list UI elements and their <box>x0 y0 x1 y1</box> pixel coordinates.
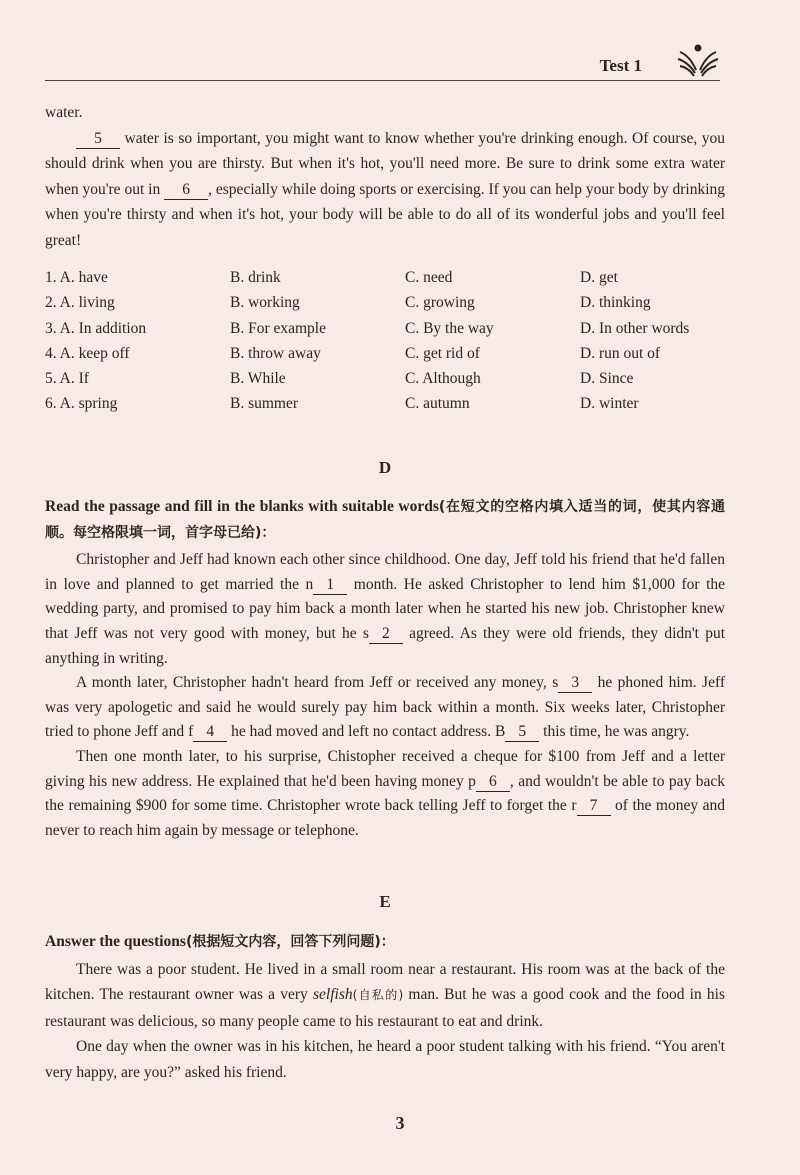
italic-word: selfish <box>312 986 353 1004</box>
instruction-cn: (根据短文内容，回答下列问题)： <box>185 933 395 950</box>
option-row <box>45 391 725 416</box>
page-content <box>45 100 725 1085</box>
text: agreed. As they were old friends, they didn't put anything in writing. <box>45 625 726 667</box>
section-c-passage <box>45 100 725 253</box>
option: D. Since <box>580 370 634 388</box>
text: he had moved and left no contact address. <box>227 723 495 741</box>
option: B. summer <box>230 395 299 413</box>
page-header <box>45 52 720 81</box>
option: B. throw away <box>230 344 321 362</box>
option-row <box>45 265 725 290</box>
paragraph <box>45 1034 725 1085</box>
text: Then one month later, to his surprise, Chistopher received a cheque for $100 from Jeff and a letter giving his new address. He explained that he'd been having money <box>45 748 725 790</box>
text: of the money and never to reach him again by message or telephone. <box>45 797 726 839</box>
blank-number: 7 <box>577 797 611 816</box>
blank-number: 4 <box>193 723 227 742</box>
blank-initial-letter: B <box>494 723 506 741</box>
option-row <box>45 366 725 391</box>
text: water. <box>45 104 83 121</box>
text: One day when the owner was in his kitchen, he heard a poor student talking with his friend. “You aren't very happy, are you?” asked his friend. <box>45 1038 725 1081</box>
option: 6. A. spring <box>45 395 118 413</box>
blank-initial-letter: p <box>468 772 476 790</box>
option: C. By the way <box>405 319 494 337</box>
option: D. In other words <box>580 319 690 337</box>
paragraph <box>45 671 725 745</box>
section-d-passage <box>45 548 725 843</box>
blank-number: 5 <box>505 723 539 742</box>
section-e-instruction <box>45 929 725 955</box>
option: D. run out of <box>580 344 661 362</box>
paragraph <box>45 100 725 126</box>
page-number: 3 <box>395 1113 405 1133</box>
blank-initial-letter: s <box>362 625 369 643</box>
text: Christopher and Jeff had known each other since childhood. One day, Jeff told his friend that he'd fallen in love and planned to get married the <box>45 551 725 593</box>
option: B. While <box>230 370 286 388</box>
blank-number: 1 <box>313 576 347 595</box>
instruction-en: Read the passage and fill in the blanks with suitable words <box>45 498 439 516</box>
blank-initial-letter: f <box>188 723 194 741</box>
option-row <box>45 316 725 341</box>
paragraph <box>45 548 725 671</box>
blank-number: 6 <box>476 773 510 792</box>
option-row <box>45 290 725 315</box>
option: B. For example <box>230 319 326 337</box>
option: C. need <box>405 269 453 286</box>
instruction-en: Answer the questions <box>45 932 186 950</box>
option: C. autumn <box>405 395 470 413</box>
option: D. get <box>580 269 618 286</box>
text: A month later, Christopher hadn't heard from Jeff or received any money, <box>76 674 553 692</box>
option: C. growing <box>405 294 475 312</box>
text: man. But he was a good cook and the food in his restaurant was delicious, so many people came to his restaurant to eat and drink. <box>45 986 726 1030</box>
option: 4. A. keep off <box>45 344 130 362</box>
blank-number: 5 <box>76 130 120 149</box>
option: D. winter <box>580 395 639 413</box>
text: he phoned him. Jeff was very apologetic and said he would surely pay him back within a month. Six weeks later, Christopher tried to phone Jeff and <box>45 674 725 741</box>
option: 1. A. have <box>45 269 108 286</box>
options-table <box>45 265 725 417</box>
chinese-gloss: (自私的) <box>352 988 404 1003</box>
paragraph <box>45 126 725 254</box>
text: month. He asked Christopher to lend him $1,000 for the wedding party, and promised to pay him back a month later when he started his new job. Christopher knew that Jeff was not very good with money, but he <box>45 575 726 643</box>
option: B. working <box>230 294 300 312</box>
option: C. Although <box>405 370 481 388</box>
section-d-instruction <box>45 494 725 546</box>
option: 3. A. In addition <box>45 319 147 337</box>
option-row <box>45 341 725 366</box>
text: , and wouldn't be able to pay back the remaining $900 for some time. Christopher wrote back telling Jeff to forget the <box>45 772 725 815</box>
blank-number: 2 <box>369 625 403 644</box>
text: , especially while doing sports or exercising. If you can help your body by drinking when you're thirsty and when it's hot, your body will be able to do all of its wonderful jobs and you'll feel great! <box>45 180 725 249</box>
option: 2. A. living <box>45 294 115 312</box>
option: D. thinking <box>580 294 651 312</box>
leaf-emblem-icon <box>676 40 720 80</box>
instruction-cn: (在短文的空格内填入适当的词，使其内容通顺。每空格限填一词，首字母已给)： <box>45 499 725 542</box>
section-e-passage <box>45 957 725 1086</box>
paragraph <box>45 957 725 1035</box>
option: C. get rid of <box>405 344 480 362</box>
paragraph <box>45 745 725 843</box>
text: this time, he was angry. <box>539 723 690 741</box>
section-e-heading: E <box>379 892 391 912</box>
option: 5. A. If <box>45 370 89 388</box>
test-label: Test 1 <box>599 56 642 75</box>
blank-initial-letter: r <box>571 797 577 815</box>
text: There was a poor student. He lived in a small room near a restaurant. His room was at the back of the kitchen. The restaurant owner was a very <box>45 960 725 1004</box>
blank-initial-letter: s <box>552 674 559 692</box>
blank-initial-letter: n <box>305 575 314 593</box>
section-d-heading: D <box>378 457 392 477</box>
blank-number: 3 <box>558 674 592 693</box>
text: water is so important, you might want to know whether you're drinking enough. Of course, you should drink when you are thirsty. But when it's hot, you'll need more. Be sure to drink some extra water when you're out in <box>45 129 725 198</box>
blank-number: 6 <box>164 181 208 200</box>
option: B. drink <box>230 269 281 286</box>
